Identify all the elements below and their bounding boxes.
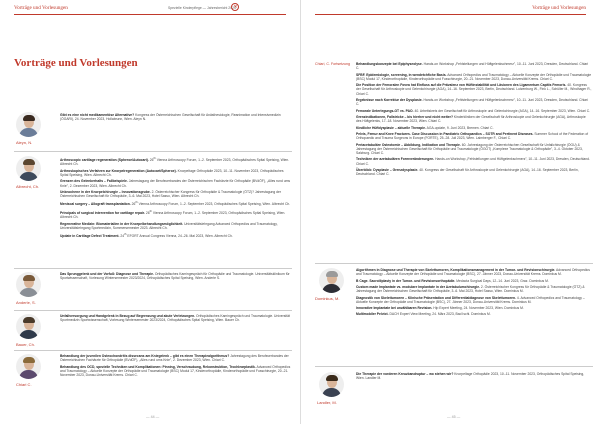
- lecture-entry: Algorithmen in Diagnose und Therapie von Skelettumoren, Komplikationsmanagement in der Tumor- und Revisionschirurgie. Advanced Orthopedics and Traumatology – Aktuelle Konzepte der Orthopädie und Traumatologie (BSC), 27. Jänner 2023, Donau-Universität Krems. Dominkus M.: [356, 268, 590, 277]
- lecture-entry: Behandlung der juvenilen Osteochondritis dissecans am Kniegelenk – gibt es einen Therapiealgorithmus? Jahrestagung des Berufsverbandes der Österreichischen Fachärzte für Orthopädie (BVdÖF), „Alles rund ums Knie", 2. Dezember 2023, Wien. Chiari C.: [60, 354, 289, 363]
- speaker-divider: [14, 151, 292, 152]
- lecture-entry: Pelvis, Femur and Knee Fractures. Case Discussion in Paediatric Orthopaedics – SOTR and Pertinent Diseases. Summer School of the Federation of Orthopaedic and Trauma Surgeons in Europe (FORTE), 25.-28. Juli 2023, Wien. Laimberger F., Chiari C.: [356, 131, 589, 141]
- page-number: — 45 —: [447, 415, 461, 419]
- lecture-entry: Custom made Implantate vs. modulare Implantate in der Azetabulumchirurgie. 2. Österreichischer Kongress für Orthopädie & Traumatologie (ÖTZ) & Jahrestagung der Österreichischen Gesellschaft für Orthopädie, 3.-6. Mai 2023, Hotel Sasso, Wien. Dominkus M.: [356, 284, 585, 294]
- avatar-anderle: [16, 272, 41, 297]
- speaker-name: Chiari C.: [16, 382, 32, 387]
- lecture-entry: Periacetabuläre Osteotomie – Abbildung, Indikation und Therapie. 60. Jahrestagung der Österreichischen Gesellschaft für Unfallchirurgie (ÖGU) & Jahrestagung der Österreichischen Gesellschaft für Orthopädie und Traumatologie (ÖGOT) „Komplexe Traumatologie & Orthopädie", 3.-4. Oktober 2023, Salzburg. Chiari C.: [356, 142, 583, 155]
- entries-dominkus: [356, 268, 592, 319]
- lecture-entry: Kindliche Hüftdysplasie – aktuelle Therapie. AGA-update, 9. Juni 2023, Bremen. Chiari C.: [356, 125, 494, 130]
- entries-chiari-cont: [356, 62, 592, 179]
- entries-aleyn: [60, 113, 292, 124]
- lecture-entry: Diagnostik von Skelettumoren – Klinische Präsentation und Differentialdiagnose von Skelettumoren. 4. Advanced Orthopedics and Traumatology – Aktuelle Konzepte der Orthopädie und Traumatologie (BSC), 27. Jänner 2023, Donau-Universität Krems. Dominkus M.: [356, 295, 585, 304]
- lecture-entry: Techniken der azetabulären Formveränderungen. Hands-on Workshop „Fehlstellungen und Hüftgelenkschmerz", 10.-11. Juni 2023, Dresden, Deutschland. Chiari C.: [356, 157, 590, 166]
- speaker-divider: [14, 268, 292, 269]
- lecture-entry: Ergebnisse nach Korrektur der Dysplasie. Hands-on Workshop „Fehlstellungen und Hüftgelenkschmerz", 10.-11. Juni 2023, Dresden, Deutschland. Chiari C.: [356, 98, 588, 107]
- entries-landler: [356, 372, 592, 383]
- lecture-entry: Behandlungskonzepte bei Epiphyseolyse. Hands-on Workshop „Fehlstellungen und Hüftgelenkschmerz", 10.-11. Juni 2023, Dresden, Deutschland. Chiari C.: [356, 62, 589, 71]
- lecture-entry: Die Therapie der vorderen Kreuzbandruptur – wo stehen wir? Knorpeltage Orthopädie 2023, 10.-11. November 2023, Orthopädisches Spital Speising, Wien. Landler M.: [356, 372, 585, 381]
- lecture-entry: Multimobiler Pelvict. DACH Expert View Meeting, 24. März 2023, Bad Ischl. Dominkus M.: [356, 312, 491, 317]
- lecture-entry: Innovative Implantate bei unzählbaren Revision. Hip Expert Meeting, 24. November 2023, Wien. Dominkus M.: [356, 306, 524, 311]
- page-title: Vorträge und Vorlesungen: [14, 57, 138, 69]
- speaker-divider: [315, 263, 593, 264]
- avatar-aleyn: [16, 112, 41, 137]
- entries-chiari: [60, 354, 292, 379]
- speaker-divider: [14, 310, 292, 311]
- lecture-entry: Grenzindikationen, Fallstricke – bis hierher und nicht weiter? Kinderkliniken der Gesellschaft für Arthroskopie und Gelenkchirurgie (AGA), Arthroskopie des Hüftgelenks, 17.-18. November 2023, Wien. Chiari C.: [356, 114, 586, 124]
- speaker-name: Landler, M.: [317, 400, 337, 405]
- speaker-name: Bauer, Ch.: [16, 342, 35, 347]
- lecture-entry: Die Position der Femoralen Fovea hat Einfluss auf die Prävalenz von Hüftinstabilität und Läsionen des Ligamentum Capitis Femoris. 40. Kongress der Gesellschaft für Arthroskopie und Gelenkchirurgie (AGA), 14.-16. September 2023, Berlin, Deutschland. Lutzenburg W., Fink L., Schüller M., Windhager R., Chiari C.: [356, 83, 592, 96]
- entries-bauer: [60, 314, 292, 325]
- entries-anderle: [60, 272, 292, 283]
- continued-speaker-label: Chiari, C. Fortsetzung: [315, 62, 350, 66]
- speaker-name: Albrecht, Ch.: [16, 184, 40, 189]
- lecture-entry: Unfallversorgung und Handgelenk in Bezug auf Begrenzung und akute Verletzungen. Orthopädisches Kamingespräch und Traumatologie. Universität Sportmedizin Sportwissenschaft, Vorlesung Wintersemester 2023/2024, Orthopädisches Spital Speising, Wien. Bauer Ch.: [60, 314, 290, 323]
- page-number: — 44 —: [146, 415, 160, 419]
- avatar-landler: [319, 372, 344, 397]
- lecture-entry: Unknochene in der Knorpelchirurgie – Innovationsgrube. 2. Österreichischer Kongress für Orthopädie & Traumatologie (ÖTZ)? Jahrestagung der Österreichischen Gesellschaft für Orthopädie, 3.-6. Mai 2023, Hotel Sasso, Wien. Albrecht Ch.: [60, 189, 281, 199]
- speaker-name: Anderle, S.: [16, 300, 36, 305]
- right-page: [300, 0, 600, 424]
- lecture-entry: Meniscal surgery – Allograft transplantation. 26th Vienna Arthroscopy Forum, 1.-2. September 2023, Orthopädisches Spital Speising, Wien. Albrecht Ch.: [60, 200, 291, 207]
- speaker-name: Aleyn, N.: [16, 140, 33, 145]
- header-rule: [315, 14, 586, 15]
- avatar-dominkus: [319, 268, 344, 293]
- avatar-chiari: [16, 354, 41, 379]
- lecture-entry: SFBF. Epidemiologie, screening, in wendetchfiche Basis. Advanced Orthopedics and Traumatology – Aktuelle Konzepte der Orthopädie und Traumatologie (BSC) Modul 17, Kinderorthopädie, Kinderorthopädie und Fusschirurgie, 20.-21. November 2023, Donau-Universität Krems. Chiari C.: [356, 72, 592, 81]
- lecture-entry: Femorale Unterlegungs-OT vs. PAO. 40. Arbeitskreis der Gesellschaft für Arthroskopie und Gelenkchirurgie (AGA), 14.-16. September 2023, Wien. Chiari C.: [356, 108, 591, 113]
- lecture-entry: Regenerative Medizin: Biomaterialien in der Knorpelbehandlungsmöglichkeit. Universitätslehrgang Advanced Orthopedics and Traumatology, Universitätslehrgang Sportmedizin, Sommersemester 2023. Albrecht Ch.: [60, 221, 278, 230]
- lecture-entry: Arthroscopic cartilage regeneration (Spheroe/Autocart). 26th Vienna Arthroscopy Forum, 1.-2. September 2023, Orthopädisches Spital Speising, Wien. Albrecht Ch.: [60, 156, 290, 167]
- running-header-left: Vorträge und Vorlesungen: [14, 5, 68, 11]
- speaker-name: Dominkus, M.: [315, 296, 340, 301]
- lecture-entry: Grenzen des Gelenkerhalts – Fallbeispiele. Jahrestagung der Berufsverbandes der Österreichischen Fachärzte für Orthopädie (BVdÖF), „Alles rund ums Knie", 2. Dezember 2023, Wien. Albrecht Ch.: [60, 179, 291, 188]
- speaker-divider: [14, 350, 292, 351]
- lecture-entry: Das Sprunggelenk und der Vorfuß: Diagnose und Therapie. Orthopädisches Kamingespräch für Orthopädie und Traumatologie. Universitätsklinikum für Sportwissenschaft, Vorlesung Wintersemester 2023/2024, Orthopädisches Spital Speising, Wien. Anderle S.: [60, 272, 290, 281]
- avatar-bauer: [16, 314, 41, 339]
- speaker-divider: [315, 366, 593, 367]
- lecture-entry: Update in Cartilage Defect Treatment. 24th EFORT Annual Congress Vienna, 24.-26. Mai 2023, Wien. Albrecht Ch.: [60, 232, 233, 239]
- header-rule: [14, 14, 286, 15]
- entries-albrecht: [60, 156, 292, 241]
- avatar-albrecht: [16, 156, 41, 181]
- lecture-entry: Überblick: Dysplasie – Grenzdysplasie. 40. Kongress der Gesellschaft für Arthroskopie und Gelenkchirurgie (AGA), 14.-16. September 2023, Berlin, Deutschland. Chiari C.: [356, 167, 579, 177]
- lecture-entry: Arthroskopisches Verfahren zur Knorpelregeneration (Autocart/Spheroe). Knorpeltage Orthopädie 2023, 10.-11. November 2023, Orthopädisches Spital Speising, Wien. Albrecht Ch.: [60, 168, 284, 177]
- lecture-entry: Gibt es eine nicht medikamentöse Alternative? Kongress der Österreichischen Gesellschaft für Anästhesiologie, Reanimation und Intensivmedizin (ÖGARI), 24. November 2023, Hollabrunn, Wien. Aleyn N.: [60, 113, 281, 122]
- lecture-entry: B Cage. Sacroiliplasty in der Tumor- und Revisionsorthopädie. Medacta Surgical Days, 12.-14. Juni 2023, Graz. Dominkus M.: [356, 278, 549, 283]
- running-header-center: Spezielle Kinderpflege — Jahresbericht 2023: [168, 5, 236, 10]
- lecture-entry: Behandlung des OCD, spezielle Techniken und Komplikationen: Pinning, Verschraubung, Rekonstruktion, Trochlearplastik. Advanced Orthopedics and Traumatology – Aktuelle Konzepte der Orthopädie und Traumatologie (BSC) Modul 17, Kinderorthopädie, Kinderorthopädie und Fusschirurgie, 20.-21. November 2023, Donau-Universität Krems. Chiari C.: [60, 364, 291, 378]
- lecture-entry: Principals of surgical intervention for cartilage repair. 26th Vienna Arthroscopy Forum, 1.-2. September 2023, Orthopädisches Spital Speising, Wien. Albrecht Ch.: [60, 208, 286, 220]
- hospital-cross-icon: [231, 3, 239, 11]
- running-header-right: Vorträge und Vorlesungen: [532, 5, 586, 11]
